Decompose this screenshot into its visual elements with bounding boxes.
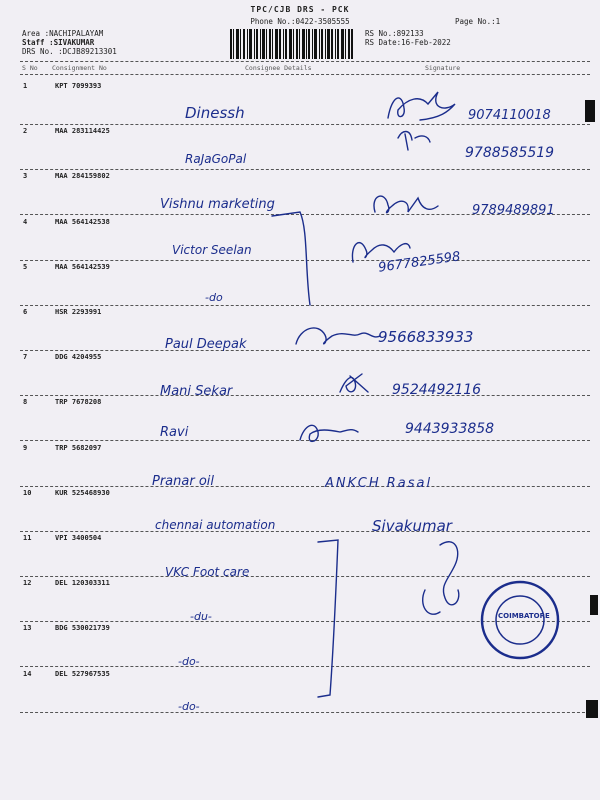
rs-number: RS No.:892133 <box>365 29 424 38</box>
row-number: 3 <box>23 172 28 181</box>
handwritten-consignee: Victor Seelan <box>172 243 252 257</box>
consignment-number: TRP 5682097 <box>55 443 102 452</box>
handwritten-consignee: Dinessh <box>185 104 245 122</box>
handwritten-consignee: Vishnu marketing <box>160 197 275 212</box>
row-number: 11 <box>23 534 32 542</box>
bracket-mark <box>272 212 310 305</box>
company-stamp <box>482 582 558 658</box>
col-header-signature: Signature <box>425 64 461 72</box>
ink-blot <box>585 100 595 122</box>
col-header-consignee: Consignee Details <box>245 64 312 72</box>
consignment-number: VPI 3400504 <box>55 534 102 542</box>
handwritten-phone: 9074110018 <box>468 108 551 123</box>
consignment-number: MAA 284159802 <box>55 172 110 181</box>
handwritten-consignee: RaJaGoPal <box>185 152 247 166</box>
row-number: 4 <box>23 217 28 226</box>
row-number: 13 <box>23 624 32 633</box>
handwritten-ditto: -do <box>205 291 223 304</box>
handwritten-ditto: -du- <box>190 610 212 623</box>
signature-scribble <box>398 132 430 151</box>
signature-scribble <box>374 196 438 213</box>
row-number: 7 <box>23 353 28 362</box>
row-number: 1 <box>23 82 28 90</box>
consignment-number: KUR 525468930 <box>55 488 110 497</box>
consignment-number: BDG 530021739 <box>55 624 110 633</box>
handwritten-phone: 9566833933 <box>378 328 474 346</box>
ink-blot <box>590 595 598 615</box>
signature-scribble <box>300 425 358 441</box>
row-number: 9 <box>23 443 28 452</box>
consignment-number: DEL 527967535 <box>55 669 110 678</box>
signature-scribble <box>388 92 455 120</box>
consignment-number: KPT 7099393 <box>55 82 102 90</box>
rs-date: RS Date:16-Feb-2022 <box>365 38 451 47</box>
bracket-mark <box>318 540 338 697</box>
handwritten-signature: Sivakumar <box>372 517 452 535</box>
row-number: 8 <box>23 398 28 407</box>
handwritten-phone: 9789489891 <box>472 203 555 218</box>
consignment-number: MAA 283114425 <box>55 127 110 136</box>
drs-number: DRS No. :DCJB89213301 <box>22 47 117 56</box>
col-header-consignment: Consignment No <box>52 64 107 72</box>
ink-blot <box>586 700 598 718</box>
signature-scribble <box>423 542 459 614</box>
handwritten-ditto: -do- <box>178 655 200 668</box>
handwritten-phone: 9677825598 <box>377 249 462 276</box>
phone-number: Phone No.:0422-3505555 <box>250 17 350 26</box>
sheet-title: TPC/CJB DRS - PCK <box>250 5 350 14</box>
handwritten-ditto: -do- <box>178 700 200 713</box>
consignment-number: DDG 4204955 <box>55 353 102 362</box>
handwritten-phone: 9524492116 <box>392 382 482 398</box>
handwritten-phone: 9443933858 <box>405 421 495 437</box>
handwritten-consignee: Paul Deepak <box>165 337 247 352</box>
consignment-number: DEL 120303311 <box>55 579 110 588</box>
row-number: 6 <box>23 308 28 316</box>
handwritten-consignee: Ravi <box>160 425 189 440</box>
row-number: 14 <box>23 669 32 678</box>
row-number: 2 <box>23 127 28 136</box>
row-number: 5 <box>23 262 28 271</box>
signature-scribble <box>340 374 368 392</box>
stamp-city: COIMBATORE <box>498 612 550 620</box>
staff-label: Staff :SIVAKUMAR <box>22 38 95 47</box>
handwritten-phone: 9788585519 <box>465 145 555 161</box>
consignment-number: MAA 564142539 <box>55 262 110 271</box>
col-header-sno: S No <box>22 64 38 72</box>
page-number: Page No.:1 <box>455 17 501 26</box>
row-number: 12 <box>23 579 32 588</box>
signature-scribble <box>352 243 410 262</box>
handwritten-consignee: chennai automation <box>155 518 276 532</box>
consignment-number: MAA 564142538 <box>55 217 110 226</box>
row-number: 10 <box>23 488 32 497</box>
consignment-number: TRP 7678208 <box>55 398 102 407</box>
handwritten-signature: ANKCH Rasal <box>325 476 433 491</box>
consignment-number: HSR 2293991 <box>55 308 102 316</box>
handwritten-consignee: Mani Sekar <box>160 384 233 399</box>
signature-scribble <box>296 328 380 344</box>
handwritten-consignee: VKC Foot care <box>165 565 250 579</box>
area-label: Area :NACHIPALAYAM <box>22 29 104 38</box>
handwritten-consignee: Pranar oil <box>152 474 215 489</box>
